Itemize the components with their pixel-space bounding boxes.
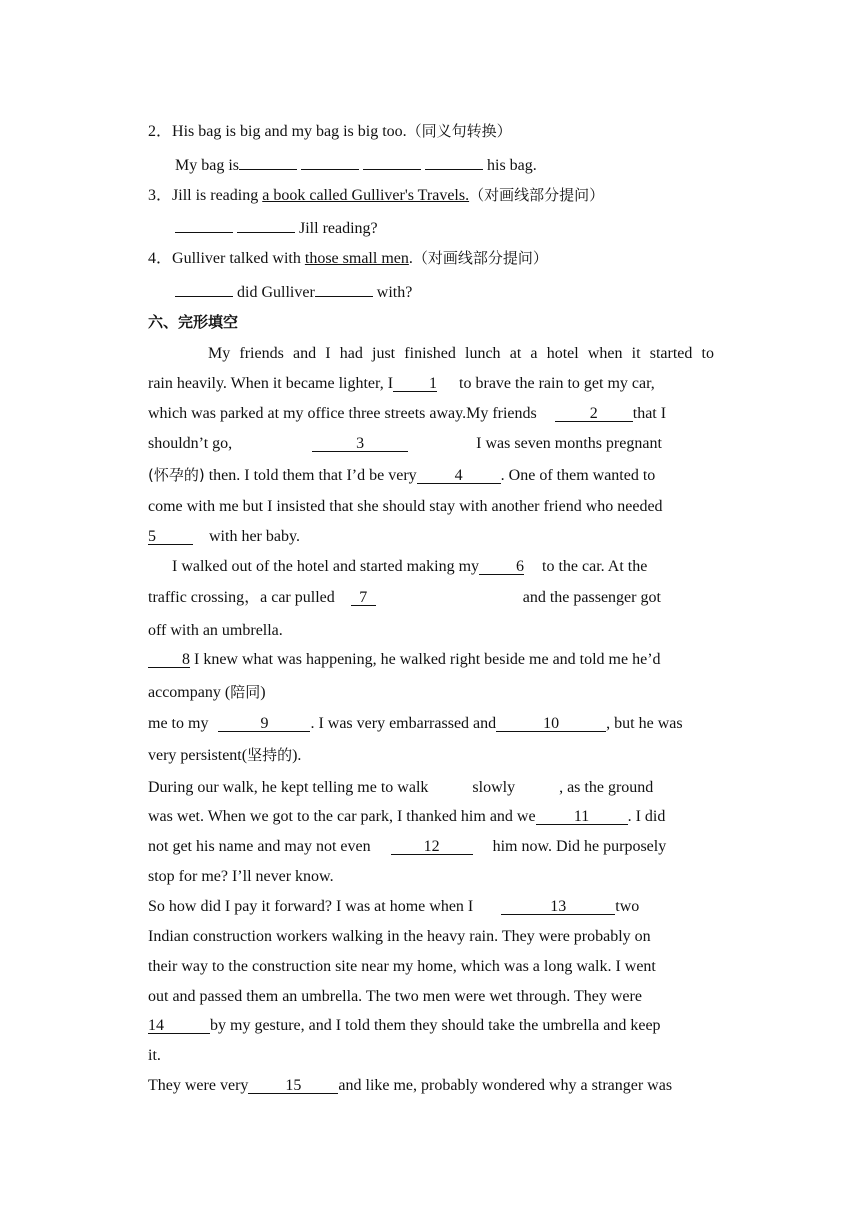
cloze-text: him now. Did he purposely (492, 838, 667, 855)
cloze-line (148, 374, 714, 394)
cloze-text: . I was very embarrassed and (310, 715, 497, 732)
cloze-text: ). (292, 747, 302, 764)
cloze-text: Indian construction workers walking in the heavy rain. They were probably on (148, 928, 651, 945)
answer-blank[interactable] (425, 154, 483, 170)
question-4-answer (175, 281, 412, 303)
question-text: Gulliver talked with (172, 250, 305, 267)
cloze-line (148, 957, 714, 977)
cloze-line (148, 837, 714, 857)
cloze-line (148, 897, 714, 917)
cloze-text: So how did I pay it forward? I was at home when I (148, 898, 474, 915)
cloze-text: (怀孕的) (148, 466, 205, 484)
cloze-text: They were very (148, 1077, 249, 1094)
answer-text: did Gulliver (233, 284, 315, 301)
cloze-blank-11[interactable] (536, 809, 628, 825)
cloze-text: , as the ground (559, 779, 654, 796)
cloze-text: 陪同 (230, 683, 261, 701)
blank-number: 14 (148, 1017, 164, 1034)
cloze-line (172, 557, 738, 577)
cloze-text: which was parked at my office three streets away.My friends (148, 405, 537, 422)
answer-blank[interactable] (175, 217, 233, 233)
blank-number: 6 (516, 558, 525, 575)
blank-number: 9 (260, 715, 269, 732)
blank-number: 8 (182, 651, 190, 668)
cloze-text: come with me but I insisted that she should stay with another friend who needed (148, 498, 663, 515)
cloze-blank-1[interactable] (393, 376, 437, 392)
question-2 (148, 121, 714, 142)
blank-number: 10 (543, 715, 560, 732)
cloze-line (148, 527, 714, 547)
cloze-line (148, 588, 714, 608)
cloze-text: out and passed them an umbrella. The two men were wet through. They were (148, 988, 642, 1005)
answer-text: his bag. (483, 157, 537, 174)
cloze-text: accompany ( (148, 684, 231, 701)
cloze-text: their way to the construction site near my home, which was a long walk. I went (148, 958, 656, 975)
blank-number: 5 (148, 528, 156, 545)
question-number: 4． (148, 250, 173, 267)
answer-text: Jill reading? (295, 220, 378, 237)
cloze-text: by my gesture, and I told them they should take the umbrella and keep (210, 1017, 661, 1034)
cloze-line (148, 650, 714, 670)
blank-number: 11 (573, 808, 590, 825)
question-number: 3． (148, 187, 173, 204)
question-3-answer (175, 217, 378, 239)
cloze-blank-13[interactable] (501, 899, 615, 915)
cloze-text: rain heavily. When it became lighter, I (148, 375, 394, 392)
cloze-line (148, 404, 714, 424)
answer-blank[interactable] (237, 217, 295, 233)
cloze-text: . One of them wanted to (500, 467, 656, 484)
cloze-text: me to my (148, 715, 209, 732)
cloze-text: slowly (472, 779, 516, 796)
answer-text: with? (372, 284, 413, 301)
blank-number: 4 (454, 467, 463, 484)
cloze-text: I knew what was happening, he walked right beside me and told me he’d (190, 651, 661, 668)
cloze-blank-8[interactable] (148, 652, 190, 668)
cloze-text: with her baby. (205, 528, 300, 545)
cloze-text: , but he was (606, 715, 683, 732)
cloze-text: to the car. At the (538, 558, 648, 575)
underlined-text: those small men (304, 250, 409, 267)
answer-blank[interactable] (239, 154, 297, 170)
question-number: 2． (148, 123, 173, 140)
question-text: Jill is reading (172, 187, 263, 204)
cloze-text: was wet. When we got to the car park, I thanked him and we (148, 808, 536, 825)
answer-blank[interactable] (175, 281, 233, 297)
cloze-text: two (615, 898, 640, 915)
answer-blank[interactable] (301, 154, 359, 170)
cloze-text: and the passenger got (522, 589, 661, 606)
cloze-line (148, 927, 714, 947)
blank-number: 1 (429, 375, 438, 392)
cloze-blank-4[interactable] (417, 468, 501, 484)
cloze-line (148, 867, 714, 887)
blank-number: 3 (356, 435, 365, 452)
cloze-line (148, 621, 714, 641)
cloze-text: to brave the rain to get my car, (455, 375, 655, 392)
question-2-answer (175, 154, 537, 176)
cloze-text: shouldn’t go, (148, 435, 233, 452)
question-4 (148, 248, 714, 269)
cloze-blank-14[interactable] (148, 1018, 210, 1034)
cloze-line (148, 465, 714, 486)
cloze-text: 坚持的 (247, 746, 293, 764)
blank-number: 7 (359, 589, 368, 606)
cloze-line (148, 778, 714, 798)
cloze-text: and like me, probably wondered why a stranger was (338, 1077, 673, 1094)
cloze-text: traffic crossing，a car pulled (148, 589, 335, 606)
cloze-line (148, 714, 714, 734)
question-instruction: （对画线部分提问） (469, 186, 605, 204)
question-text: . (408, 250, 413, 267)
cloze-text: that I (632, 405, 667, 422)
cloze-text: not get his name and may not even (148, 838, 371, 855)
cloze-line (148, 434, 714, 454)
blank-number: 15 (285, 1077, 302, 1094)
question-3 (148, 185, 714, 206)
cloze-text: I was seven months pregnant (476, 435, 662, 452)
underlined-text: a book called Gulliver's Travels. (262, 187, 470, 204)
cloze-blank-7[interactable] (351, 590, 376, 606)
cloze-blank-9[interactable] (218, 716, 310, 732)
cloze-text: it. (148, 1047, 161, 1064)
answer-text: My bag is (175, 157, 239, 174)
cloze-blank-10[interactable] (496, 716, 606, 732)
question-instruction: （对画线部分提问） (412, 249, 548, 267)
cloze-line (148, 682, 714, 703)
cloze-text: stop for me? I’ll never know. (148, 868, 334, 885)
cloze-blank-3[interactable] (312, 436, 408, 452)
cloze-line (148, 807, 714, 827)
question-instruction: （同义句转换） (406, 122, 512, 140)
blank-number: 2 (589, 405, 598, 422)
blank-number: 13 (550, 898, 567, 915)
blank-number: 12 (423, 838, 440, 855)
cloze-blank-15[interactable] (248, 1078, 338, 1094)
cloze-text: My friends and I had just finished lunch at a hotel when it started to (208, 345, 714, 362)
cloze-line (148, 987, 714, 1007)
cloze-text: I walked out of the hotel and started making my (172, 558, 480, 575)
cloze-line (148, 745, 714, 766)
cloze-text: ) (260, 684, 266, 701)
question-text: His bag is big and my bag is big too. (172, 123, 407, 140)
cloze-blank-6[interactable] (479, 559, 524, 575)
cloze-blank-12[interactable] (391, 839, 473, 855)
cloze-blank-5[interactable] (148, 529, 193, 545)
cloze-line (148, 1076, 714, 1096)
cloze-text: very persistent( (148, 747, 248, 764)
answer-blank[interactable] (363, 154, 421, 170)
cloze-line (148, 1046, 714, 1066)
cloze-line (148, 497, 714, 517)
cloze-line (148, 1016, 714, 1036)
cloze-line (208, 344, 714, 364)
cloze-blank-2[interactable] (555, 406, 633, 422)
cloze-text: then. I told them that I’d be very (204, 467, 417, 484)
answer-blank[interactable] (315, 281, 373, 297)
cloze-text: off with an umbrella. (148, 622, 283, 639)
section-heading: 六、完形填空 (148, 313, 239, 331)
cloze-text: . I did (627, 808, 666, 825)
cloze-text: During our walk, he kept telling me to walk (148, 779, 429, 796)
